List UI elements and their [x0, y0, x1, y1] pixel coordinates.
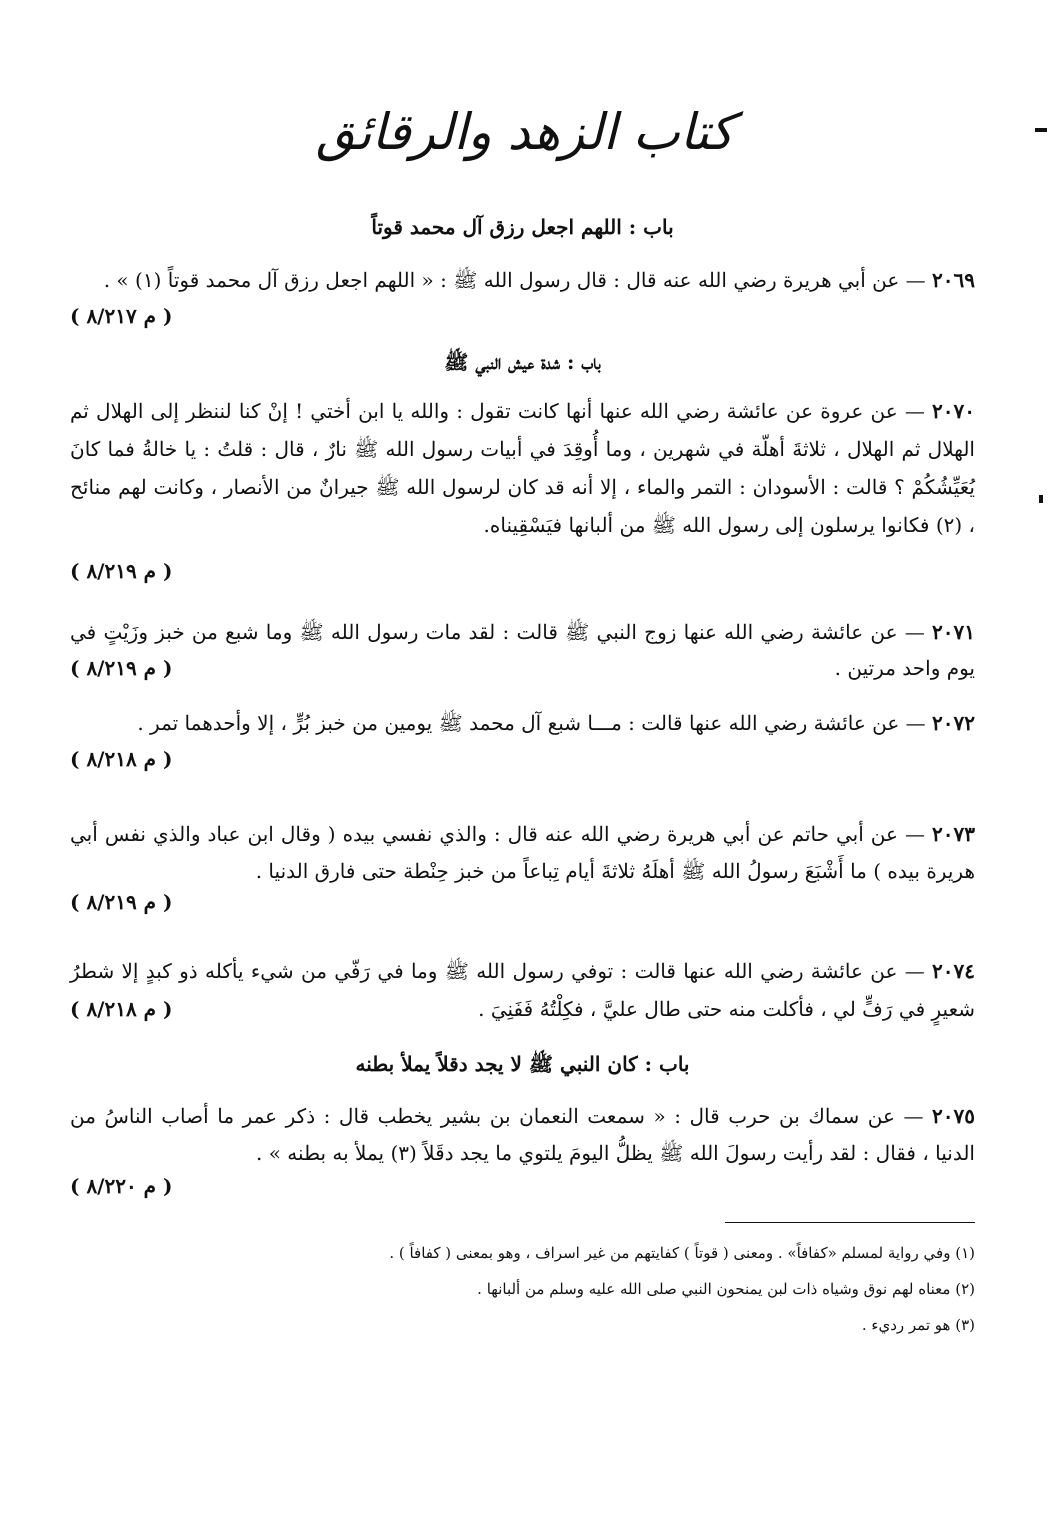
section-heading: باب : اللهم اجعل رزق آل محمد قوتاً [371, 215, 674, 239]
footnote-3: (٣) هو تمر رديء . [861, 1316, 975, 1334]
hadith-text: — عن سماك بن حرب قال : « سمعت النعمان بن بشير يخطب قال : ذكر عمر ما أصاب الناسُ من الدنيا ، فقال : لقد رأيت رسولَ الله ﷺ يظلُّ اليومَ يلتوي ما يجد دقَلاً (٣) يملأ به بطنه » . [70, 1104, 975, 1165]
hadith-text: — عن عائشة رضي الله عنها قالت : مـــا شبع آل محمد ﷺ يومين من خبز بُرٍّ ، إلا وأحدهما تمر . [137, 711, 926, 735]
hadith-text: — عن أبي هريرة رضي الله عنه قال : قال رسول الله ﷺ : « اللهم اجعل رزق آل محمد قوتاً (١) » . [103, 268, 926, 292]
source-reference: ( م ٨/٢٢٠ ) [70, 1174, 173, 1198]
source-reference: ( م ٨/٢١٨ ) [70, 997, 173, 1021]
footnote-divider [725, 1222, 975, 1223]
hadith-text: — عن عائشة رضي الله عنها زوج النبي ﷺ قالت : لقد مات رسول الله ﷺ وما شبع من خبز وزَيْتٍ في يوم واحد مرتين . [70, 620, 975, 680]
hadith-2074 [70, 952, 975, 1028]
hadith-text: — عن عروة عن عائشة رضي الله عنها أنها كانت تقول : والله يا ابن أختي ! إنْ كنا لننظر إلى الهلال ثم الهلال ثم الهلال ، ثلاثةَ أهلّة في شهرين ، وما أُوقِدَ في أبيات رسول الله ﷺ نارٌ ، قال : قلتُ : يا خالةُ فما كانَ يُعَيِّشُكُمْ ؟ قالت : الأسودان : التمر والماء ، إلا أنه قد كان لرسول الله ﷺ جيرانٌ من الأنصار ، وكانت لهم منائح ، (٢) فكانوا يرسلون إلى رسول الله ﷺ من ألبانها فيَسْقِيناه. [70, 399, 975, 537]
hadith-2072 [70, 705, 975, 771]
hadith-2070 [70, 392, 975, 583]
hadith-number: ٢٠٧١ [932, 620, 975, 644]
hadith-number: ٢٠٧٣ [932, 822, 975, 846]
book-title: كتاب الزهد والرقائق [316, 103, 734, 161]
footnote-2: (٢) معناه لهم نوق وشياه ذات لبن يمنحون النبي صلى الله عليه وسلم من ألبانها . [477, 1280, 975, 1298]
hadith-number: ٢٠٧٥ [932, 1104, 975, 1128]
source-reference: ( م ٨/٢١٨ ) [70, 747, 173, 771]
source-reference: ( م ٨/٢١٩ ) [70, 656, 173, 680]
section-heading: باب : شدة عيش النبي ﷺ [444, 350, 601, 374]
source-reference: ( م ٨/٢١٧ ) [70, 304, 173, 328]
hadith-text: — عن أبي حاتم عن أبي هريرة رضي الله عنه قال : والذي نفسي بيده ( وقال ابن عباد والذي نفس أبي هريرة بيده ) ما أَشْبَعَ رسولُ الله ﷺ أهلَهُ ثلاثةَ أيام تِباعاً من خبز حِنْطة حتى فارق الدنيا . [70, 822, 975, 883]
section-heading: باب : كان النبي ﷺ لا يجد دقلاً يملأ بطنه [355, 1052, 690, 1076]
hadith-2071 [70, 614, 975, 686]
hadith-number: ٢٠٧٢ [932, 711, 975, 735]
hadith-text: — عن عائشة رضي الله عنها قالت : توفي رسول الله ﷺ وما في رَفّي من شيء يأكله ذو كبدٍ إلا شطرُ شعيرٍ في رَفٍّ لي ، فأكلت منه حتى طال عليَّ ، فكِلْتُهُ فَفَنِيَ . [70, 959, 975, 1021]
footnote-1: (١) وفي رواية لمسلم «كفافاً» . ومعنى ( قوتاً ) كفايتهم من غير اسراف ، وهو بمعنى ( كفافاً ) . [389, 1244, 975, 1262]
hadith-2075 [70, 1098, 975, 1198]
hadith-number: ٢٠٧٤ [932, 959, 975, 983]
hadith-number: ٢٠٦٩ [932, 268, 975, 292]
source-reference: ( م ٨/٢١٩ ) [70, 890, 173, 914]
hadith-2073 [70, 816, 975, 914]
hadith-2069 [70, 262, 975, 328]
page-edge-mark [1035, 128, 1047, 132]
source-reference: ( م ٨/٢١٩ ) [70, 559, 173, 583]
hadith-number: ٢٠٧٠ [932, 399, 975, 423]
page-edge-dot [1039, 495, 1043, 503]
